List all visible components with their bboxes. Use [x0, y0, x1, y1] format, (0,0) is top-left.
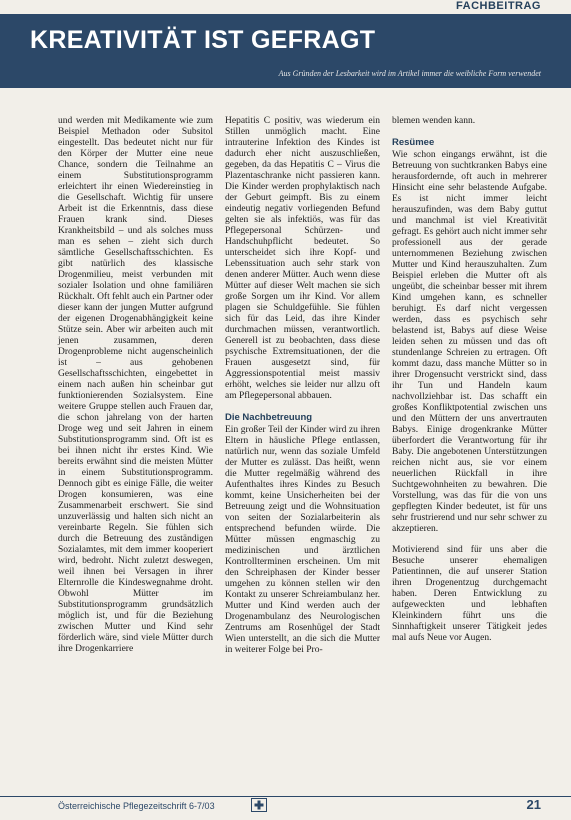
red-cross-logo-icon: [251, 798, 267, 812]
paragraph: Ein großer Teil der Kinder wird zu ihren Eltern in häusliche Pflege entlassen, natürlich nur, wenn das soziale Umfeld der Mutter es zulässt. Das heißt, wenn die Mutter regelmäßig während des Aufenthaltes ihres Kindes zu Besuch kommt, keine Unsicherheiten bei der Betreuung zeigt und die Wohnsituation von seiten der Sozialarbeiterin als entsprechend befunden würde. Die Mütter müssen engmaschig zu medizinischen und ärztlichen Kontrollterminen erscheinen. Um mit den Schreiphasen der Kinder besser umgehen zu können stellen wir den Kontakt zu unserer Schreiambulanz her. Mutter und Kind werden auch der Drogenambulanz des Neurologischen Zentrums am Rosenhügel der Stadt Wien unterstellt, an die sich die Mutter in weiterer Folge bei Pro-: [225, 425, 380, 655]
column-right: [392, 116, 547, 666]
section-tag: FACHBEITRAG: [456, 0, 541, 12]
paragraph: blemen wenden kann.: [392, 116, 476, 126]
column-left: [58, 116, 213, 666]
title-banner: [0, 14, 571, 88]
article-title: KREATIVITÄT IST GEFRAGT: [30, 26, 376, 54]
journal-name: Österreichische Pflegezeitschrift 6-7/03: [58, 801, 215, 811]
paragraph: und werden mit Medikamente wie zum Beispiel Methadon oder Subsitol eingestellt. Das bedeutet nicht nur für den Körper der Mutter eine neue Chance, sondern die Teilnahme an einem Substitutionsprogramm erleichtert ihr einen Wiedereinstieg in die Gesellschaft. Wichtig für unsere Arbeit ist die Erkenntnis, dass diese Frauen krank sind. Dieses Krankheitsbild – und als solches muss man es sehen – zieht sich durch sämtliche Gesellschaftsschichten. Es gibt natürlich des klassische Drogenmilieu, meist verbunden mit sozialer Isolation und ohne familiären Rückhalt. Oft fehlt auch ein Partner oder dieser kann der jungen Mutter aufgrund der eigenen Drogenabhängigkeit keine Stütze sein. Aber wir arbeiten auch mit jenen zusammen, deren Drogenprobleme nicht augenscheinlich ist – aus gehobenen Gesellschaftsschichten, eingebettet in einem nach außen hin scheinbar gut funktionierenden Sozialsystem. Eine weitere Gruppe stellen auch Frauen dar, die schon jahrelang von der harten Droge weg und seit Jahren in einem Substitutionsprogramm sind. Oft ist es bei ihnen nicht ihr erstes Kind. Wie bereits erwähnt sind die meisten Mütter in einem Substitutionsprogramm. Dennoch gibt es einige Fälle, die weiter Drogen konsumieren, was eine Zusammenarbeit erschwert. Sie sind unzuverlässig und halten sich nicht an vereinbarte Regeln. Sie fühlen sich durch die Betreuung des zuständigen Sozialamtes, mit dem immer kooperiert wird, bedroht. Nicht zuletzt deswegen, weil ihnen bei Versagen in ihrer Elternrolle die Kindeswegnahme droht. Obwohl Mütter im Substitutionsprogramm grundsätzlich möglich ist, und für die Beziehung zwischen Mutter und Kind sehr förderlich wäre, sind viele Mütter durch ihre Drogenkarriere: [58, 116, 213, 654]
cross-icon: [254, 800, 264, 810]
footer-divider: [0, 796, 571, 797]
paragraph: Wie schon eingangs erwähnt, ist die Betreuung von suchtkranken Babys eine herausfordernde, oft auch in mehrerer Hinsicht eine sehr belastende Aufgabe. Es ist nicht immer leicht herauszufinden, was dem Baby guttut und manchmal ist viel Kreativität gefragt. Es gehört auch nicht immer sehr professionell aus der gerade unternommenen Beziehung zwischen Mutter und Kind herauszuhalten. Zum Beispiel erleben die Mutter oft als ungeübt, die scheinbar besser mit ihrem Kind umgehen kann, es schneller beruhigt. Es darf nicht vergessen werden, dass es psychisch sehr belastend ist, Babys auf diese Weise leiden sehen zu müssen und das oft stundenlange Schreien zu ertragen. Oft kommt dazu, dass manche Mütter so in ihrer Drogensucht verstrickt sind, dass ihr Tun und Handeln kaum nachvollziehbar ist. Das schafft ein großes Konfliktpotential zwischen uns und den Müttern der uns anvertrauten Babys. Einige drogenkranke Mütter überfordert die Verantwortung für ihr Baby. Die angebotenen Unterstützungen reichen nicht aus, sie vor einem neuerlichen Rückfall in ihre Suchtgewohnheiten zu bewahren. Die Vorstellung, was das für die von uns gepflegten Kinder bedeutet, ist für uns sehr frustrierend und nur sehr schwer zu akzeptieren.: [392, 150, 547, 534]
page-number: 21: [526, 797, 541, 812]
paragraph: Hepatitis C positiv, was wiederum ein Stillen unmöglich macht. Eine intrauterine Infektion des Kindes ist dadurch eher nicht auszuschließen, gegeben, da das Hepatitis C – Virus die Plazentaschranke nicht passieren kann. Die Kinder werden prophylaktisch nach der Geburt geimpft. Bis zu einem eindeutig negativ vorliegenden Befund gelten sie als infektiös, was für das Pflegepersonal Schürzen- und Handschuhpflicht bedeutet. So unterscheidet sich ihre Kopf- und Lebenssituation auch sehr stark von denen anderer Mütter. Auch wenn diese Mütter auf dieser Welt machen sie sich große Sorgen um ihr Kind. Vor allem plagen sie Schuldgefühle. Sie fühlen sich für das Leid, das ihre Kinder durchmachen müssen, verantwortlich. Generell ist zu beobachten, dass diese psychische Extremsituationen, der die Frauen ausgesetzt sind, für Aggressionspotential meist massiv erhöht, welches sie leider nur allzu oft am Pflegepersonal abbauen.: [225, 116, 380, 401]
paragraph: Motivierend sind für uns aber die Besuche unserer ehemaligen Patientinnen, die auf unserer Station ihren Drogenentzug durchgemacht haben. Deren Entwicklung zu aufgeweckten und lebhaften Kleinkindern führt uns die Sinnhaftigkeit unserer Tätigkeit jedes mal aufs Neue vor Augen.: [392, 545, 547, 643]
article-columns: [58, 116, 547, 666]
section-heading: Resümee: [392, 137, 435, 148]
column-middle: [225, 116, 380, 666]
section-heading: Die Nachbetreuung: [225, 412, 313, 423]
article-subtitle: Aus Gründen der Lesbarkeit wird im Artikel immer die weibliche Form verwendet: [278, 69, 541, 78]
